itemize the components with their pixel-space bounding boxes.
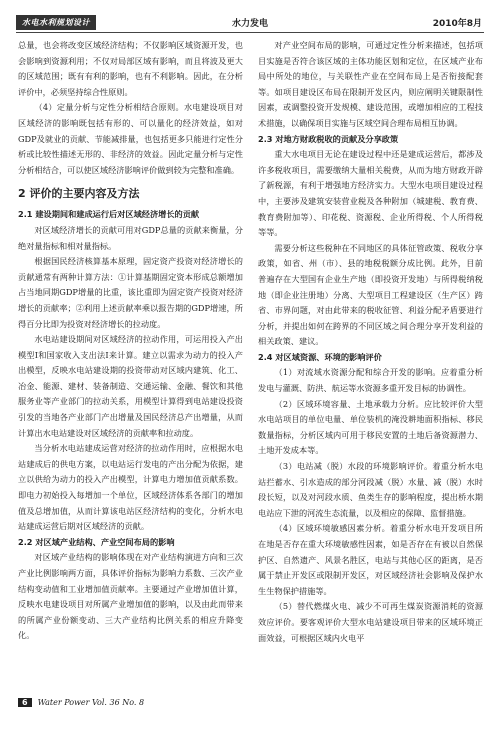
paragraph: （4）区域环境敏感因素分析。着重分析水电开发项目所在地是否存在重大环境敏感性因素，如是否存在有被以自然保护区、自然遗产、风景名胜区，电站与其他心区的距离，是否属于禁止开发区或限制开发区，对区域经济社会影响及保护水生生物保护措施等。 (258, 523, 483, 596)
page-number: 6 (18, 698, 32, 707)
journal-title: 水力发电 (231, 19, 268, 29)
paragraph: 对区域产业结构的影响体现在对产业结构演进方向和三次产业比例影响两方面，具体评价指标为影响力系数、三次产业结构变动值和工业增加值贡献率。主要通过产业增加值计算，反映水电建设项目对所属产业增加值的影响，以及由此而带来的所属产业份额变动、三大产业结构比例关系的相应升降变化。 (18, 552, 243, 641)
paragraph: 对区域经济增长的贡献可用对GDP总量的贡献来衡量，分绝对量指标和相对量指标。 (18, 224, 243, 251)
section-heading: 2 评价的主要内容及方法 (18, 187, 140, 201)
issue-date: 2010年8月 (432, 19, 482, 29)
paragraph: （3）电站减（脱）水段的环境影响评价。着重分析水电站拦蓄水、引水造成的部分河段减（脱）水量、减（脱）水时段长短，以及对河段水质、鱼类生存的影响程度，提出桥水期电站应下泄的河流生态流量，以及相应的保障、监督措施。 (258, 461, 483, 518)
right-text-column (258, 38, 483, 688)
left-text-column (18, 38, 243, 688)
paragraph: （4）定量分析与定性分析相结合原则。水电建设项目对区域经济的影响既包括有形的、可以量化的经济效益，如对GDP及就业的贡献、节能减排量，也包括更多只能进行定性分析或比较性描述无形的、非经济的效益。因此定量分析与定性分析相结合，可以使区域经济影响评价做到较为完整和准确。 (18, 102, 243, 175)
paragraph: （2）区域环境容量、土地承载力分析。应比较评价大型水电站项目的单位电量、单位装机的淹没耕地面积指标、移民数量指标，分析区域内可用于移民安置的土地后备资源潜力、土地开发成本等。 (258, 398, 483, 456)
paragraph: （5）替代燃煤火电、减少不可再生煤炭资源消耗的资源效应评价。要客观评价大型水电站建设项目带来的区域环境正面效益，可根据区域内火电平 (258, 601, 483, 643)
section-tag: 水电水利规划设计 (16, 15, 96, 30)
subsection-heading: 2.4 对区域资源、环境的影响评价 (258, 351, 382, 362)
header-divider (16, 32, 484, 33)
paragraph: 当分析水电站建成运营对经济的拉动作用时，应根据水电站建成后的供电方案，以电站运行发电的产出分配为依据，建立以供给为动力的投入产出模型，计算电力增加值贡献系数。即电力初始投入每增加一个单位，区域经济体系各部门的增加值及总增加值，从而计算该电站区经济结构的变化，分析水电站建成运营后期对区域经济的贡献。 (18, 443, 243, 532)
paragraph: （1）对流域水资源分配和综合开发的影响。应着重分析发电与灌溉、防洪、航运等水资源多重开发目标的协调性。 (258, 367, 483, 394)
subsection-heading: 2.1 建设期间和建成运行后对区域经济增长的贡献 (18, 209, 200, 220)
paragraph: 对产业空间布局的影响，可通过定性分析来描述，包括项目实施是否符合该区域的主体功能区划和定位，在区域产业布局中所处的地位，与关联性产业在空间布局上是否衔接配套等。如项目建设区布局在限制开发区内，则应阐明关键限制性因素，或调整投资开发规模、建设范围，或增加相应的工程技术措施，以确保项目实施与区域空间合理布局相互协调。 (258, 40, 483, 128)
page-header (0, 0, 500, 34)
subsection-heading: 2.2 对区域产业结构、产业空间布局的影响 (18, 536, 175, 547)
paragraph: 水电站建设期间对区域经济的拉动作用，可运用投入产出模型I和国家收入支出法I来计算。建立以需求为动力的投入产出模型，反映水电站建设期的投资带动对区域内建筑、化工、冶金、能源、建材、装备制造、交通运输、金融、餐饮和其他服务业等产业部门的拉动关系，用模型计算得到电站建设投资引发的当地各产业部门产出增量及国民经济总产出增量，从而计算出水电站建设对区域经济的贡献率和拉动度。 (18, 334, 243, 438)
paragraph: 重大水电项目无论在建设过程中还是建成运营后，都涉及许多税收项目，需要缴纳大量相关税费，从而为地方财政开辟了新税源，有利于增强地方经济实力。大型水电项目建设过程中，主要涉及建筑安装营业税及各种附加（城建税、教育费、教育费附加等）、印花税、资源税、企业所得税、个人所得税等等。 (258, 149, 483, 238)
paragraph: 总量，也会将改变区域经济结构；不仅影响区域资源开发，也会影响到资源利用；不仅对局部区域有影响，而且将波及更大的区域范围；既有有利的影响，也有不利影响。因此，在分析评价中，必须坚持综合性原则。 (18, 40, 243, 97)
journal-citation: Water Power Vol. 36 No. 8 (37, 698, 145, 707)
subsection-heading: 2.3 对地方财政税收的贡献及分享政策 (258, 133, 399, 144)
paragraph: 根据国民经济核算基本原理，固定资产投资对经济增长的贡献通常有两种计算方法：①计算基期固定资本形成总额增加占当地同期GDP增量的比重，该比重即为固定资产投资对经济增长的贡献率；②利用上述贡献率乘以报告期的GDP增速，所得百分比即为投资对经济增长的拉动度。 (18, 256, 243, 329)
paragraph: 需要分析这些税种在不同地区的具体征管政策、税收分享政策，如省、州（市）、县的地税税额分成比例。此外，目前普遍存在大型国有企业生产地（即投资开发地）与所得税纳税地（即企业注册地）分离、大型项目工程建设区（生产区）跨省、市界问题，对由此带来的税收征管、利益分配矛盾要进行分析，并提出如何在跨界的不同区域之间合理分享开发利益的相关政策、建议。 (258, 242, 483, 347)
page-footer (18, 698, 144, 707)
